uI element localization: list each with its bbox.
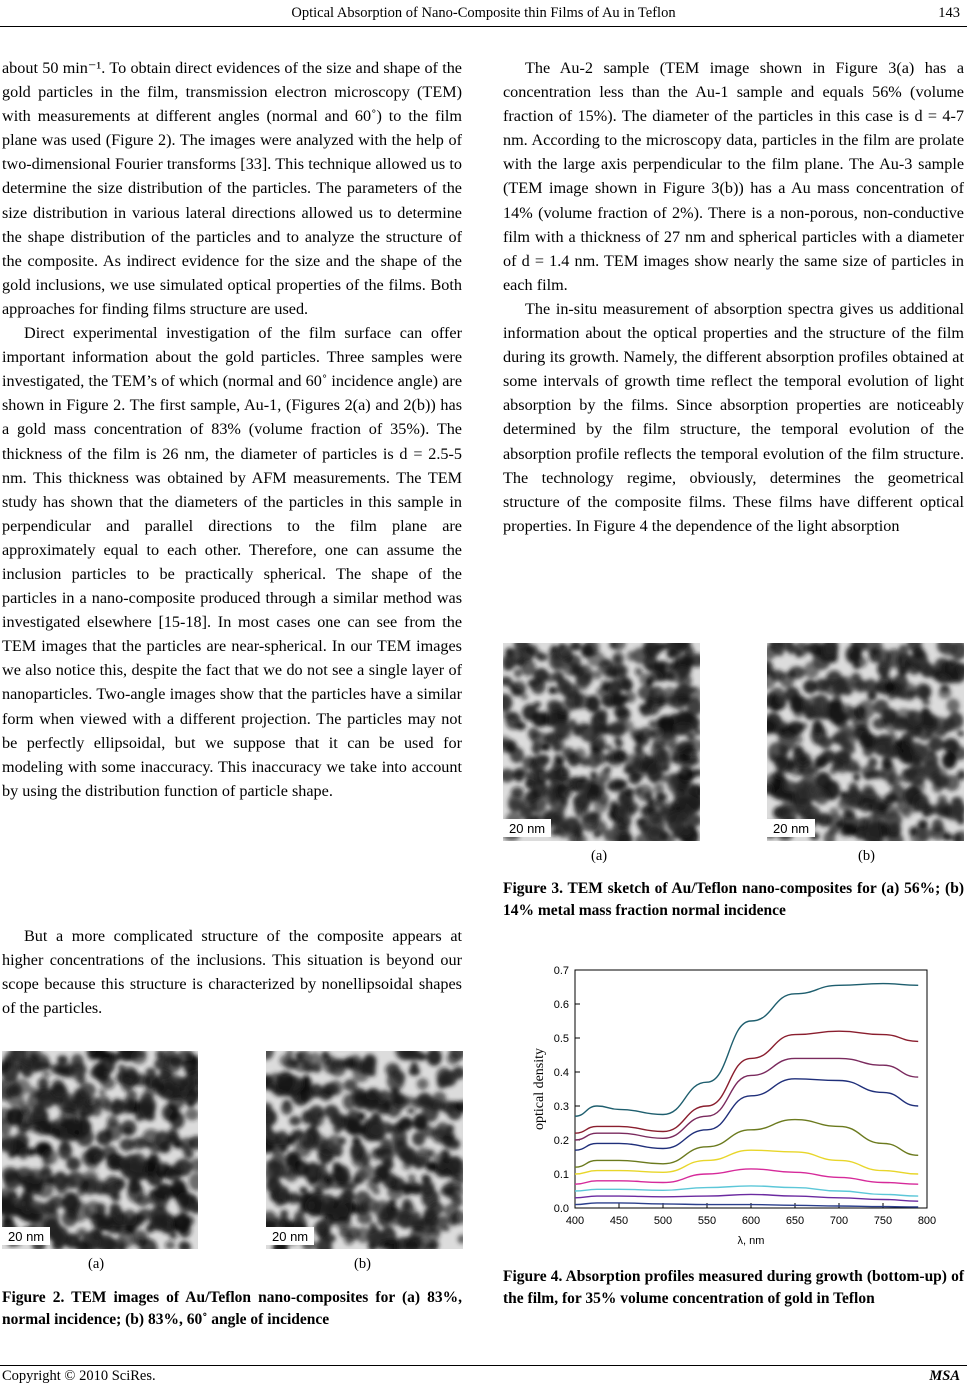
figure2a-tem-image (2, 1051, 198, 1249)
figure2b-tem-image (266, 1051, 463, 1249)
x-tick-label: 650 (785, 1215, 805, 1227)
x-tick-label: 500 (653, 1215, 673, 1227)
y-tick-label: 0.5 (553, 1033, 569, 1045)
copyright-text: Copyright © 2010 SciRes. (2, 1368, 156, 1384)
y-tick-label: 0.7 (553, 965, 569, 977)
right-column-text (503, 56, 964, 538)
scale-bar-label: 20 nm (503, 819, 551, 837)
x-tick-label: 750 (873, 1215, 893, 1227)
paragraph: The in-situ measurement of absorption spectra gives us additional information about the optical properties and the structure of the film during its growth. Namely, the different absorption profiles obtained at some intervals of growth time reflect the temporal evolution of light absorption by the films. Since absorption properties are noticeably determined by the film structure, the temporal evolution of the absorption profile reflects the temporal evolution of the film structure. The technology regime, obviously, determines the geometrical structure of the composite films. These films have different optical properties. In Figure 4 the dependence of the light absorption (503, 299, 964, 535)
subfigure-label: (b) (354, 1256, 371, 1272)
page-header (0, 0, 967, 26)
figure3a-tem-image (503, 643, 700, 841)
series-line-9 (575, 1031, 918, 1133)
x-axis-label: λ, nm (737, 1235, 765, 1247)
y-tick-label: 0.0 (553, 1203, 569, 1215)
x-tick-label: 400 (565, 1215, 585, 1227)
running-title: Optical Absorption of Nano-Composite thin Films of Au in Teflon (291, 5, 676, 21)
left-column-text-2 (2, 924, 462, 1020)
y-tick-label: 0.4 (553, 1067, 569, 1079)
paragraph: about 50 min⁻¹. To obtain direct evidences of the size and shape of the gold particles in the film, transmission electron microscopy (TEM) with measurements at different angles (normal and 60˚) to the film plane was used (Figure 2). The images were analyzed with the help of two-dimensional Fourier transforms [33]. This technique allowed us to determine the size distribution of the particles. The parameters of the size distribution in various lateral directions allowed us to determine the shape distribution of the particles and to analyze the structure of the composite. As indirect evidence for the size and the shape of the gold inclusions, we use simulated optical properties of the films. Both approaches for finding films structure are used. (2, 59, 462, 318)
absorption-chart (525, 960, 945, 1260)
y-tick-label: 0.3 (553, 1101, 569, 1113)
subfigure-label: (b) (858, 848, 875, 864)
series-line-1 (575, 1203, 918, 1207)
paragraph: But a more complicated structure of the composite appears at higher concentrations of the inclusions. This situation is beyond our scope because this structure is characterized by nonellipsoidal shapes of the particles. (2, 927, 462, 1018)
figure2-caption: Figure 2. TEM images of Au/Teflon nano-composites for (a) 83%, normal incidence; (b) 83%, 60˚ angle of incidence (2, 1289, 462, 1328)
page-number: 143 (938, 5, 960, 21)
x-tick-label: 800 (917, 1215, 937, 1227)
series-line-8 (575, 1058, 918, 1140)
x-tick-label: 700 (829, 1215, 849, 1227)
x-tick-label: 450 (609, 1215, 629, 1227)
subfigure-label: (a) (88, 1256, 105, 1272)
y-tick-label: 0.6 (553, 999, 569, 1011)
figure4-caption: Figure 4. Absorption profiles measured during growth (bottom-up) of the film, for 35% volume concentration of gold in Teflon (503, 1268, 964, 1307)
series-line-2 (575, 1194, 918, 1201)
scale-bar-label: 20 nm (2, 1227, 50, 1245)
figure3b-tem-image (767, 643, 964, 841)
figure3-caption: Figure 3. TEM sketch of Au/Teflon nano-composites for (a) 56%; (b) 14% metal mass fraction normal incidence (503, 880, 964, 919)
scale-bar-label: 20 nm (767, 819, 815, 837)
left-column-text (2, 56, 462, 803)
footer-rule (0, 1365, 967, 1366)
paragraph: The Au-2 sample (TEM image shown in Figure 3(a) has a concentration less than the Au-1 sample and equals 56% (volume fraction of 15%). The diameter of the particles in this case is d = 4-7 nm. According to the microscopy data, particles in the film are prolate with the large axis perpendicular to the film plane. The Au-3 sample (TEM image shown in Figure 3(b)) has a Au mass concentration of 14% (volume fraction of 2%). There is a non-porous, non-conductive film with a thickness of 27 nm and spherical particles with a diameter of d = 1.4 nm. TEM images show nearly the same size of particles in each film. (503, 59, 964, 294)
x-tick-label: 600 (741, 1215, 761, 1227)
header-rule (0, 26, 967, 27)
subfigure-label: (a) (591, 848, 608, 864)
series-line-5 (575, 1150, 918, 1174)
y-axis-label: optical density (532, 1047, 547, 1131)
journal-name: MSA (929, 1368, 960, 1384)
paragraph: Direct experimental investigation of the film surface can offer important information about the gold particles. Three samples were investigated, the TEM’s of which (normal and 60˚ incidence angle) are shown in Figure 2. The first sample, Au-1, (Figures 2(a) and 2(b)) has a gold mass concentration of 83% (volume fraction of 35%). The thickness of the film is 26 nm, the diameter of particles is d = 2.5-5 nm. This thickness was obtained by AFM measurements. The TEM study has shown that the diameters of the particles in this sample in perpendicular and parallel directions to the film plane are approximately equal to each other. Therefore, one can assume the inclusion particles to be practically spherical. The shape of the particles in a nano-composite produced through a similar method was investigated elsewhere [15-18]. In most cases one can see from the TEM images that the particles are near-spherical. In our TEM images we also notice this, despite the fact that we do not see a single layer of nanoparticles. Two-angle images show that the particles have a similar form when viewed with a different projection. The particles may not be perfectly ellipsoidal, but we suppose that it can be used for modeling with some inaccuracy. This inaccuracy we take into account by using the distribution function of particle shape. (2, 324, 462, 800)
y-tick-label: 0.2 (553, 1135, 569, 1147)
plot-frame (575, 970, 927, 1208)
y-tick-label: 0.1 (553, 1169, 569, 1181)
x-tick-label: 550 (697, 1215, 717, 1227)
scale-bar-label: 20 nm (266, 1227, 314, 1245)
